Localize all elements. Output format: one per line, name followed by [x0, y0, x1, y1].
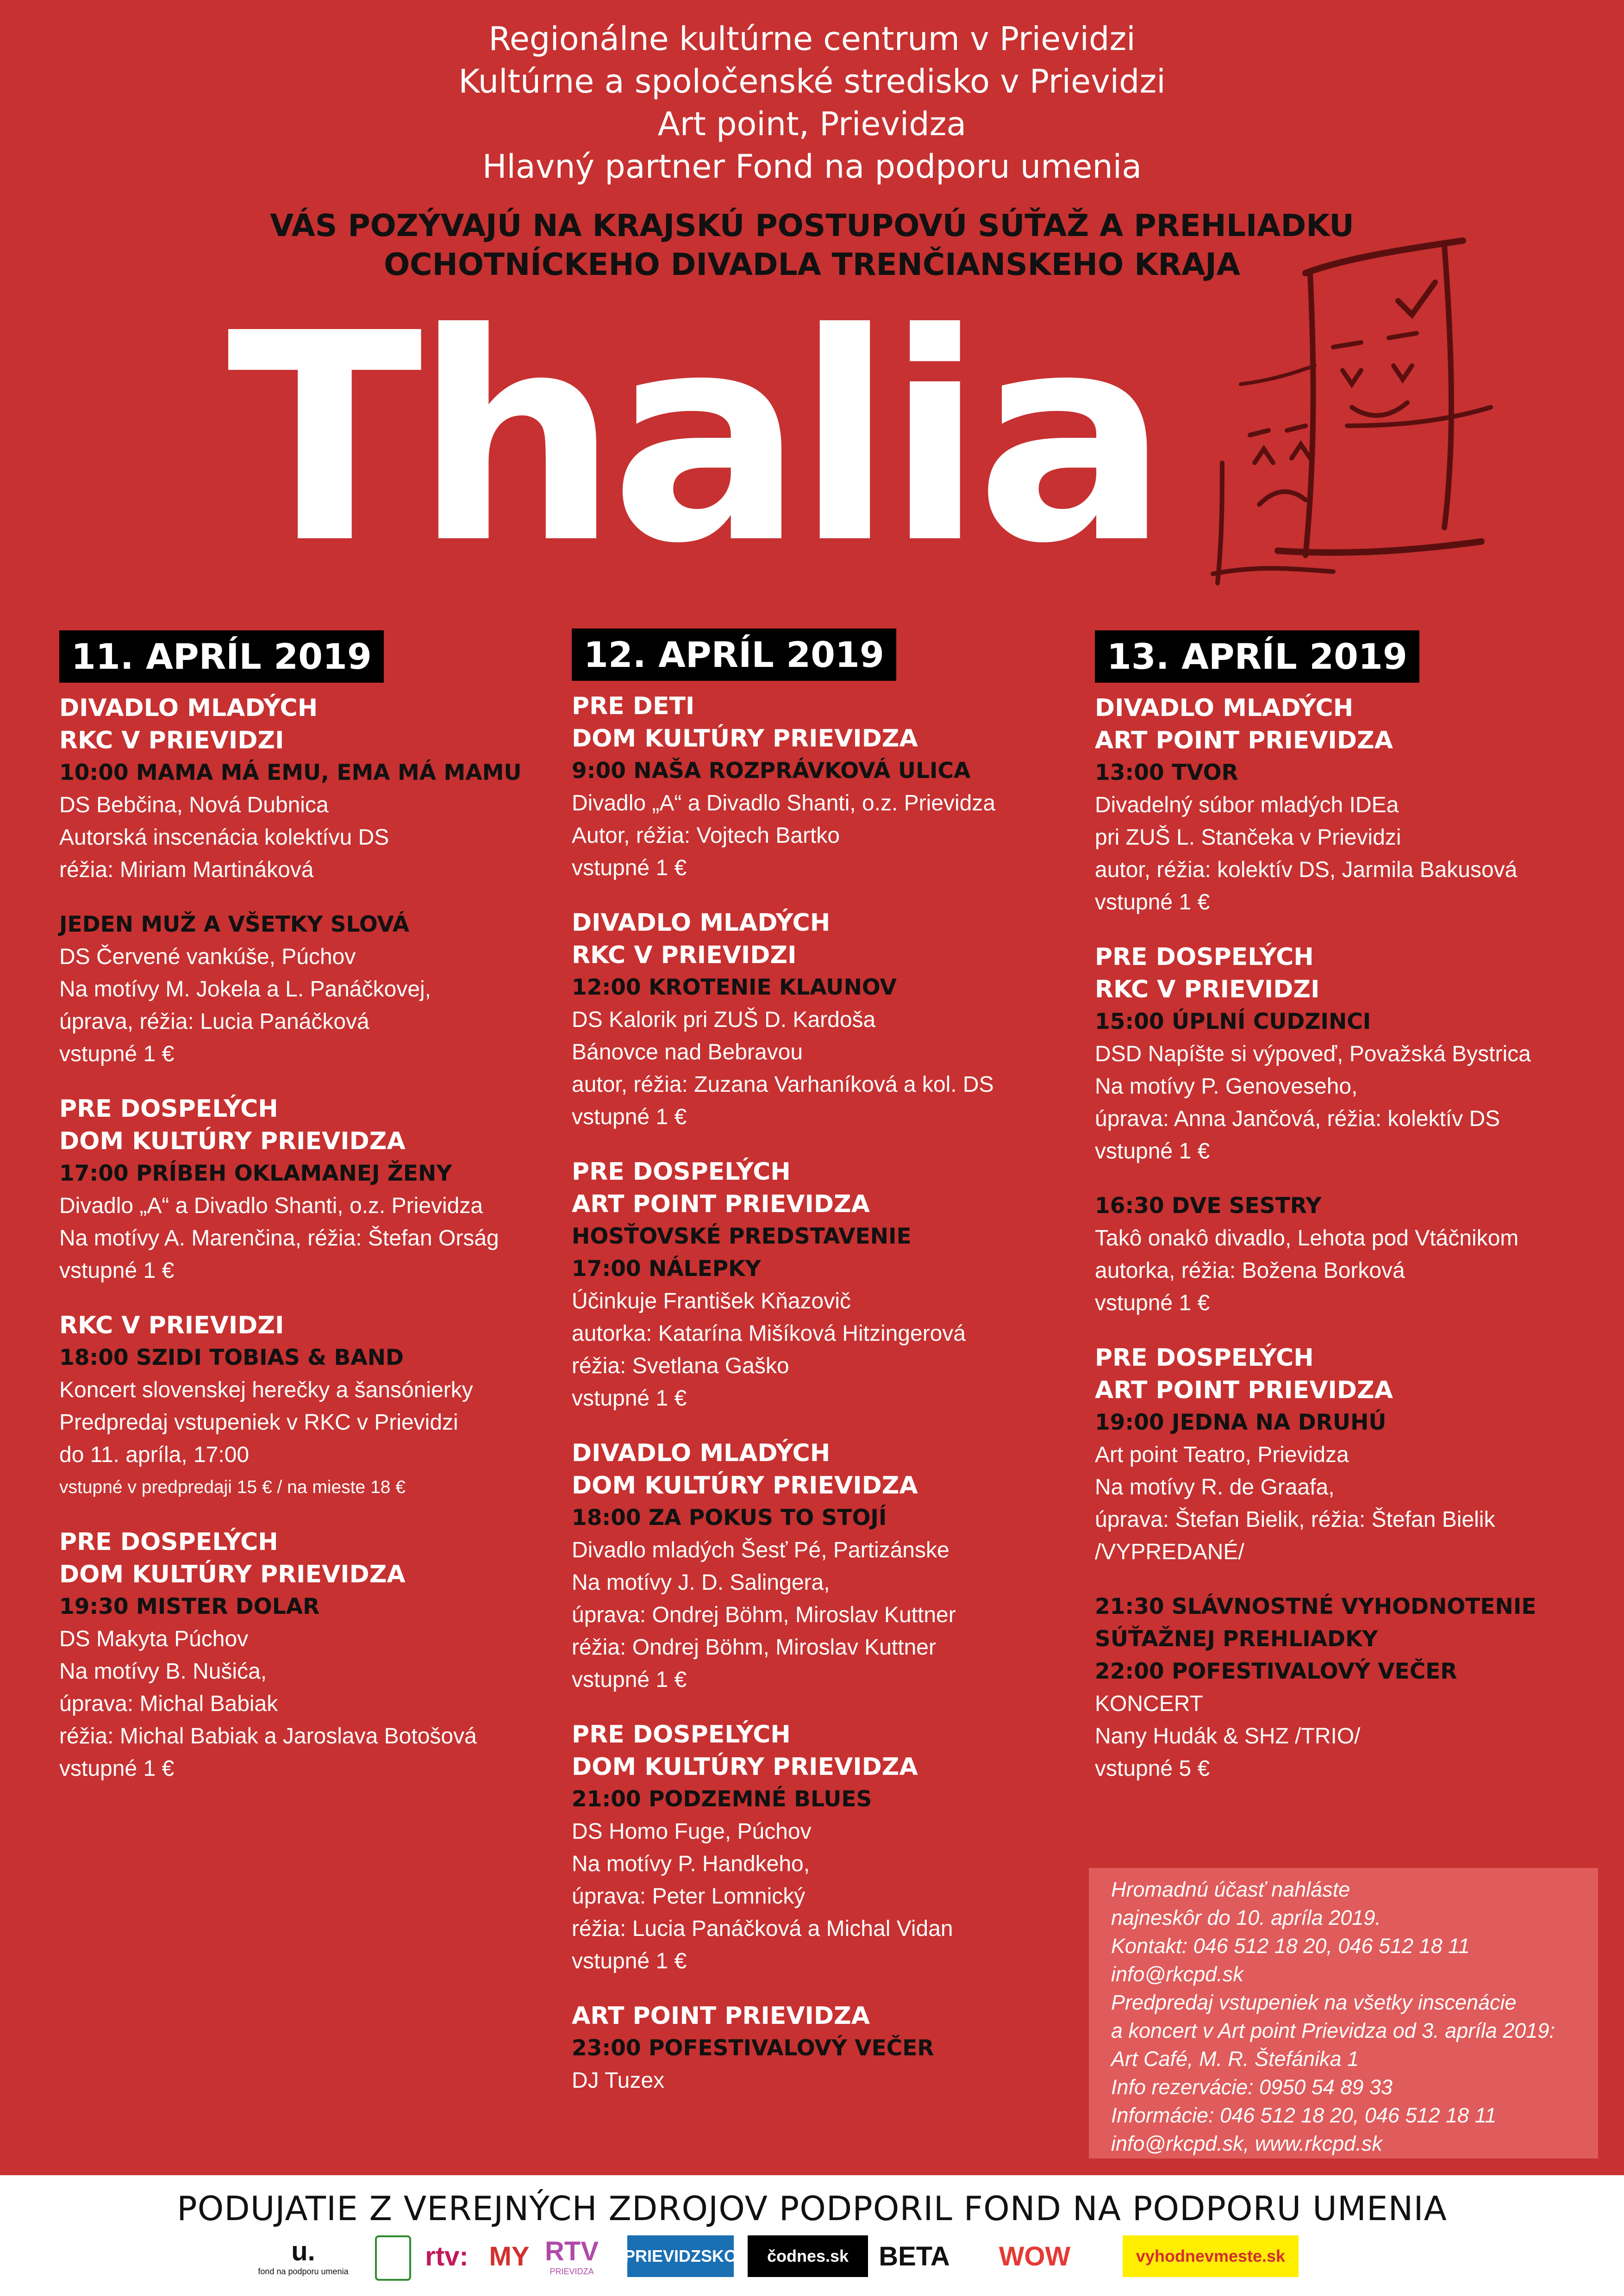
event-detail: DS Bebčina, Nová Dubnica	[59, 793, 329, 817]
event-category: DIVADLO MLADÝCH	[572, 1439, 831, 1467]
event-detail: vstupné 1 €	[572, 1668, 687, 1692]
event-detail: Predpredaj vstupeniek v RKC v Prievidzi	[59, 1410, 458, 1435]
event-title: 22:00 POFESTIVALOVÝ VEČER	[1095, 1659, 1457, 1684]
event-block	[59, 692, 550, 886]
date-label: 11. APRÍL 2019	[59, 630, 384, 683]
event-detail: vstupné 1 €	[572, 1386, 687, 1411]
event-block	[1095, 1342, 1586, 1568]
event-detail: KONCERT	[1095, 1692, 1203, 1716]
event-title: 17:00 PRÍBEH OKLAMANEJ ŽENY	[59, 1161, 452, 1186]
rtv-logo	[414, 2235, 479, 2277]
logo-text: vyhodnevmeste.sk	[1136, 2246, 1286, 2265]
event-detail: vstupné 1 €	[1095, 890, 1210, 915]
organizer-line: Kultúrne a spoločenské stredisko v Prievidzi	[458, 62, 1166, 100]
event-title: 15:00 ÚPLNÍ CUDZINCI	[1095, 1009, 1371, 1034]
event-detail: Divadelný súbor mladých IDEa	[1095, 793, 1399, 817]
vyhodnevmeste-logo	[1123, 2235, 1299, 2277]
logo-text: BETA	[879, 2241, 950, 2271]
logo-text: PRIEVIDZSKO	[624, 2246, 737, 2265]
event-detail: Na motívy P. Handkeho,	[572, 1852, 810, 1876]
organizer-line: Regionálne kultúrne centrum v Prievidzi	[488, 20, 1136, 58]
note-line: Kontakt: 046 512 18 20, 046 512 18 11	[1111, 1934, 1470, 1958]
event-detail: DS Makyta Púchov	[59, 1627, 249, 1651]
event-block	[59, 1093, 550, 1287]
logo-text: MY	[489, 2241, 530, 2271]
event-detail: réžia: Ondrej Böhm, Miroslav Kuttner	[572, 1635, 936, 1660]
logo-text: rtv:	[425, 2241, 468, 2271]
event-category: DIVADLO MLADÝCH	[59, 694, 318, 722]
event-category: PRE DOSPELÝCH	[59, 1095, 278, 1123]
event-detail: Na motívy M. Jokela a L. Panáčkovej,	[59, 977, 431, 1002]
event-block	[572, 2000, 1062, 2097]
event-title: 21:00 PODZEMNÉ BLUES	[572, 1786, 872, 1812]
note-line: najneskôr do 10. apríla 2019.	[1111, 1906, 1381, 1929]
event-detail: DSD Napíšte si výpoveď, Považská Bystrica	[1095, 1042, 1531, 1066]
event-category: PRE DOSPELÝCH	[1095, 943, 1314, 971]
event-detail: DS Kalorik pri ZUŠ D. Kardoša	[572, 1008, 876, 1032]
footer	[0, 2175, 1624, 2296]
note-line: Hromadnú účasť nahláste	[1111, 1878, 1350, 1901]
event-detail: réžia: Miriam Martináková	[59, 858, 314, 882]
event-detail: Bánovce nad Bebravou	[572, 1040, 803, 1064]
event-detail: úprava: Ondrej Böhm, Miroslav Kuttner	[572, 1603, 956, 1627]
event-detail: réžia: Svetlana Gaško	[572, 1354, 789, 1378]
note-line: info@rkcpd.sk, www.rkcpd.sk	[1111, 2132, 1382, 2155]
event-detail: DJ Tuzex	[572, 2068, 665, 2093]
event-detail: vstupné 1 €	[59, 1258, 175, 1283]
note-line: Info rezervácie: 0950 54 89 33	[1111, 2075, 1393, 2099]
prievidza-city-logo	[375, 2235, 411, 2281]
logo-text: WOW	[999, 2241, 1071, 2271]
event-category: ART POINT PRIEVIDZA	[572, 2002, 870, 2030]
organizers	[0, 18, 1624, 188]
event-category: PRE DOSPELÝCH	[572, 1721, 791, 1748]
event-detail: autor, réžia: kolektív DS, Jarmila Bakusová	[1095, 858, 1518, 882]
event-detail: Účinkuje František Kňazovič	[572, 1289, 851, 1313]
event-detail: vstupné 5 €	[1095, 1756, 1210, 1781]
event-detail: autorka, réžia: Božena Borková	[1095, 1258, 1405, 1283]
invitation-line: VÁS POZÝVAJÚ NA KRAJSKÚ POSTUPOVÚ SÚŤAŽ A PREHLIADKU	[270, 208, 1354, 243]
event-category: DIVADLO MLADÝCH	[1095, 694, 1354, 722]
partner-logos	[250, 2235, 1380, 2282]
event-detail: autorka: Katarína Mišíková Hitzingerová	[572, 1321, 966, 1346]
event-category: PRE DOSPELÝCH	[572, 1158, 791, 1186]
thalia-wordmark: Thalia	[227, 273, 1162, 606]
event-detail: Nany Hudák & SHZ /TRIO/	[1095, 1724, 1361, 1748]
event-detail: vstupné 1 €	[572, 1105, 687, 1129]
logo-text: čodnes.sk	[767, 2246, 849, 2265]
note-line: Informácie: 046 512 18 20, 046 512 18 11	[1111, 2103, 1497, 2127]
event-block	[1095, 1591, 1586, 1785]
event-detail: vstupné 1 €	[572, 856, 687, 880]
event-category: DOM KULTÚRY PRIEVIDZA	[59, 1127, 406, 1155]
event-detail: Koncert slovenskej herečky a šansónierky	[59, 1378, 473, 1402]
event-detail: Divadlo „A“ a Divadlo Shanti, o.z. Prievidza	[59, 1194, 483, 1218]
note-line: Art Café, M. R. Štefánika 1	[1111, 2047, 1359, 2071]
codnes-logo	[748, 2235, 868, 2277]
my-logo	[484, 2235, 535, 2277]
event-detail: Na motívy J. D. Salingera,	[572, 1570, 830, 1595]
event-category: DOM KULTÚRY PRIEVIDZA	[572, 1753, 918, 1781]
event-block	[1095, 1190, 1586, 1319]
event-title: 12:00 KROTENIE KLAUNOV	[572, 975, 897, 1000]
contact-note	[1089, 1868, 1598, 2159]
event-category: DOM KULTÚRY PRIEVIDZA	[59, 1561, 406, 1588]
event-detail: Na motívy B. Nušića,	[59, 1659, 267, 1684]
event-category: DOM KULTÚRY PRIEVIDZA	[572, 725, 918, 753]
event-block	[572, 1156, 1062, 1415]
logo-subtext: PRIEVIDZA	[550, 2267, 594, 2276]
event-category: PRE DOSPELÝCH	[1095, 1344, 1314, 1372]
day-column-1	[59, 630, 550, 1785]
event-title: 13:00 TVOR	[1095, 760, 1238, 785]
event-category: RKC V PRIEVIDZI	[572, 941, 797, 969]
organizer-line: Hlavný partner Fond na podporu umenia	[482, 148, 1142, 186]
logo-text: RTV	[545, 2236, 599, 2266]
event-detail: Divadlo „A“ a Divadlo Shanti, o.z. Prievidza	[572, 791, 996, 815]
event-detail: DS Homo Fuge, Púchov	[572, 1819, 812, 1844]
event-block	[59, 1526, 550, 1785]
event-detail: Takô onakô divadlo, Lehota pod Vtáčnikom	[1095, 1226, 1519, 1251]
event-detail: do 11. apríla, 17:00	[59, 1443, 250, 1467]
event-detail: /VYPREDANÉ/	[1095, 1540, 1244, 1564]
event-detail: vstupné 1 €	[59, 1042, 175, 1066]
event-title: SÚŤAŽNEJ PREHLIADKY	[1095, 1626, 1378, 1652]
event-category: RKC V PRIEVIDZI	[59, 727, 284, 754]
organizer-line: Art point, Prievidza	[657, 105, 967, 143]
date-label: 12. APRÍL 2019	[572, 628, 896, 681]
event-detail: úprava: Štefan Bielik, réžia: Štefan Bielik	[1095, 1507, 1495, 1532]
event-detail: vstupné 1 €	[1095, 1291, 1210, 1315]
event-category: ART POINT PRIEVIDZA	[572, 1190, 870, 1218]
note-line: Predpredaj vstupeniek na všetky inscenácie	[1111, 1991, 1517, 2014]
event-title: 18:00 ZA POKUS TO STOJÍ	[572, 1505, 887, 1531]
prievidzsko-logo	[624, 2235, 737, 2277]
event-detail: pri ZUŠ L. Stančeka v Prievidzi	[1095, 825, 1401, 850]
event-detail: Autor, réžia: Vojtech Bartko	[572, 823, 840, 848]
fond-na-podporu-umenia-logo	[250, 2235, 356, 2277]
invitation-line: OCHOTNÍCKEHO DIVADLA TRENČIANSKEHO KRAJA	[384, 247, 1240, 282]
day-column-2	[572, 628, 1062, 2097]
event-title: 19:30 MISTER DOLAR	[59, 1594, 320, 1619]
event-category: DIVADLO MLADÝCH	[572, 909, 831, 937]
event-detail: Art point Teatro, Prievidza	[1095, 1443, 1349, 1467]
event-detail: réžia: Lucia Panáčková a Michal Vidan	[572, 1916, 953, 1941]
ticket-price-note: vstupné v predpredaji 15 € / na mieste 18 €	[59, 1477, 406, 1497]
event-title: HOSŤOVSKÉ PREDSTAVENIE	[572, 1224, 912, 1249]
event-title: JEDEN MUŽ A VŠETKY SLOVÁ	[59, 912, 410, 937]
event-category: DOM KULTÚRY PRIEVIDZA	[572, 1472, 918, 1500]
event-block	[572, 1437, 1062, 1696]
footer-title: PODUJATIE Z VEREJNÝCH ZDROJOV PODPORIL FOND NA PODPORU UMENIA	[177, 2189, 1447, 2228]
event-detail: Na motívy R. de Graafa,	[1095, 1475, 1335, 1500]
event-detail: vstupné 1 €	[572, 1949, 687, 1973]
note-line: a koncert v Art point Prievidza od 3. apríla 2019:	[1111, 2019, 1555, 2042]
day-column-3	[1095, 630, 1586, 1785]
event-category: PRE DETI	[572, 692, 695, 720]
event-title: 17:00 NÁLEPKY	[572, 1256, 761, 1282]
event-detail: úprava, réžia: Lucia Panáčková	[59, 1009, 369, 1034]
event-detail: autor, réžia: Zuzana Varhaníková a kol. DS	[572, 1072, 994, 1097]
event-block	[59, 908, 550, 1070]
logo-text: u.	[291, 2236, 315, 2266]
note-line: info@rkcpd.sk	[1111, 1962, 1243, 1986]
event-block	[572, 690, 1062, 884]
event-title: 21:30 SLÁVNOSTNÉ VYHODNOTENIE	[1095, 1594, 1537, 1619]
event-block	[572, 1718, 1062, 1978]
event-title: 16:30 DVE SESTRY	[1095, 1193, 1322, 1219]
event-block	[1095, 941, 1586, 1168]
event-detail: úprava: Peter Lomnický	[572, 1884, 806, 1909]
logo-subtext: fond na podporu umenia	[258, 2267, 349, 2276]
event-block	[1095, 692, 1586, 919]
event-detail: réžia: Michal Babiak a Jaroslava Botošová	[59, 1724, 477, 1748]
event-title: 19:00 JEDNA NA DRUHÚ	[1095, 1410, 1387, 1435]
beta-radio-logo	[877, 2235, 951, 2277]
event-detail: Na motívy P. Genoveseho,	[1095, 1074, 1358, 1099]
event-detail: DS Červené vankúše, Púchov	[59, 945, 356, 969]
event-block	[572, 907, 1062, 1133]
event-detail: úprava: Michal Babiak	[59, 1692, 278, 1716]
event-detail: vstupné 1 €	[1095, 1139, 1210, 1164]
event-detail: Na motívy A. Marenčina, réžia: Štefan Orság	[59, 1226, 499, 1251]
theatre-masks-icon	[1194, 231, 1518, 592]
event-detail: Divadlo mladých Šesť Pé, Partizánske	[572, 1538, 949, 1562]
event-title: 18:00 SZIDI TOBIAS & BAND	[59, 1345, 404, 1370]
event-block	[59, 1309, 550, 1504]
event-title: 9:00 NAŠA ROZPRÁVKOVÁ ULICA	[572, 758, 971, 784]
event-category: ART POINT PRIEVIDZA	[1095, 727, 1393, 754]
event-category: ART POINT PRIEVIDZA	[1095, 1376, 1393, 1404]
event-category: RKC V PRIEVIDZI	[59, 1312, 284, 1339]
radio-wow-logo	[965, 2235, 1104, 2277]
event-title: 10:00 MAMA MÁ EMU, EMA MÁ MAMU	[59, 760, 522, 785]
rtv-prievidza-logo	[537, 2235, 606, 2277]
event-detail: úprava: Anna Jančová, réžia: kolektív DS	[1095, 1107, 1500, 1131]
event-detail: vstupné 1 €	[59, 1756, 175, 1781]
event-title: 23:00 POFESTIVALOVÝ VEČER	[572, 2035, 934, 2061]
event-category: RKC V PRIEVIDZI	[1095, 976, 1320, 1003]
event-category: PRE DOSPELÝCH	[59, 1528, 278, 1556]
event-detail: Autorská inscenácia kolektívu DS	[59, 825, 389, 850]
date-label: 13. APRÍL 2019	[1095, 630, 1419, 683]
